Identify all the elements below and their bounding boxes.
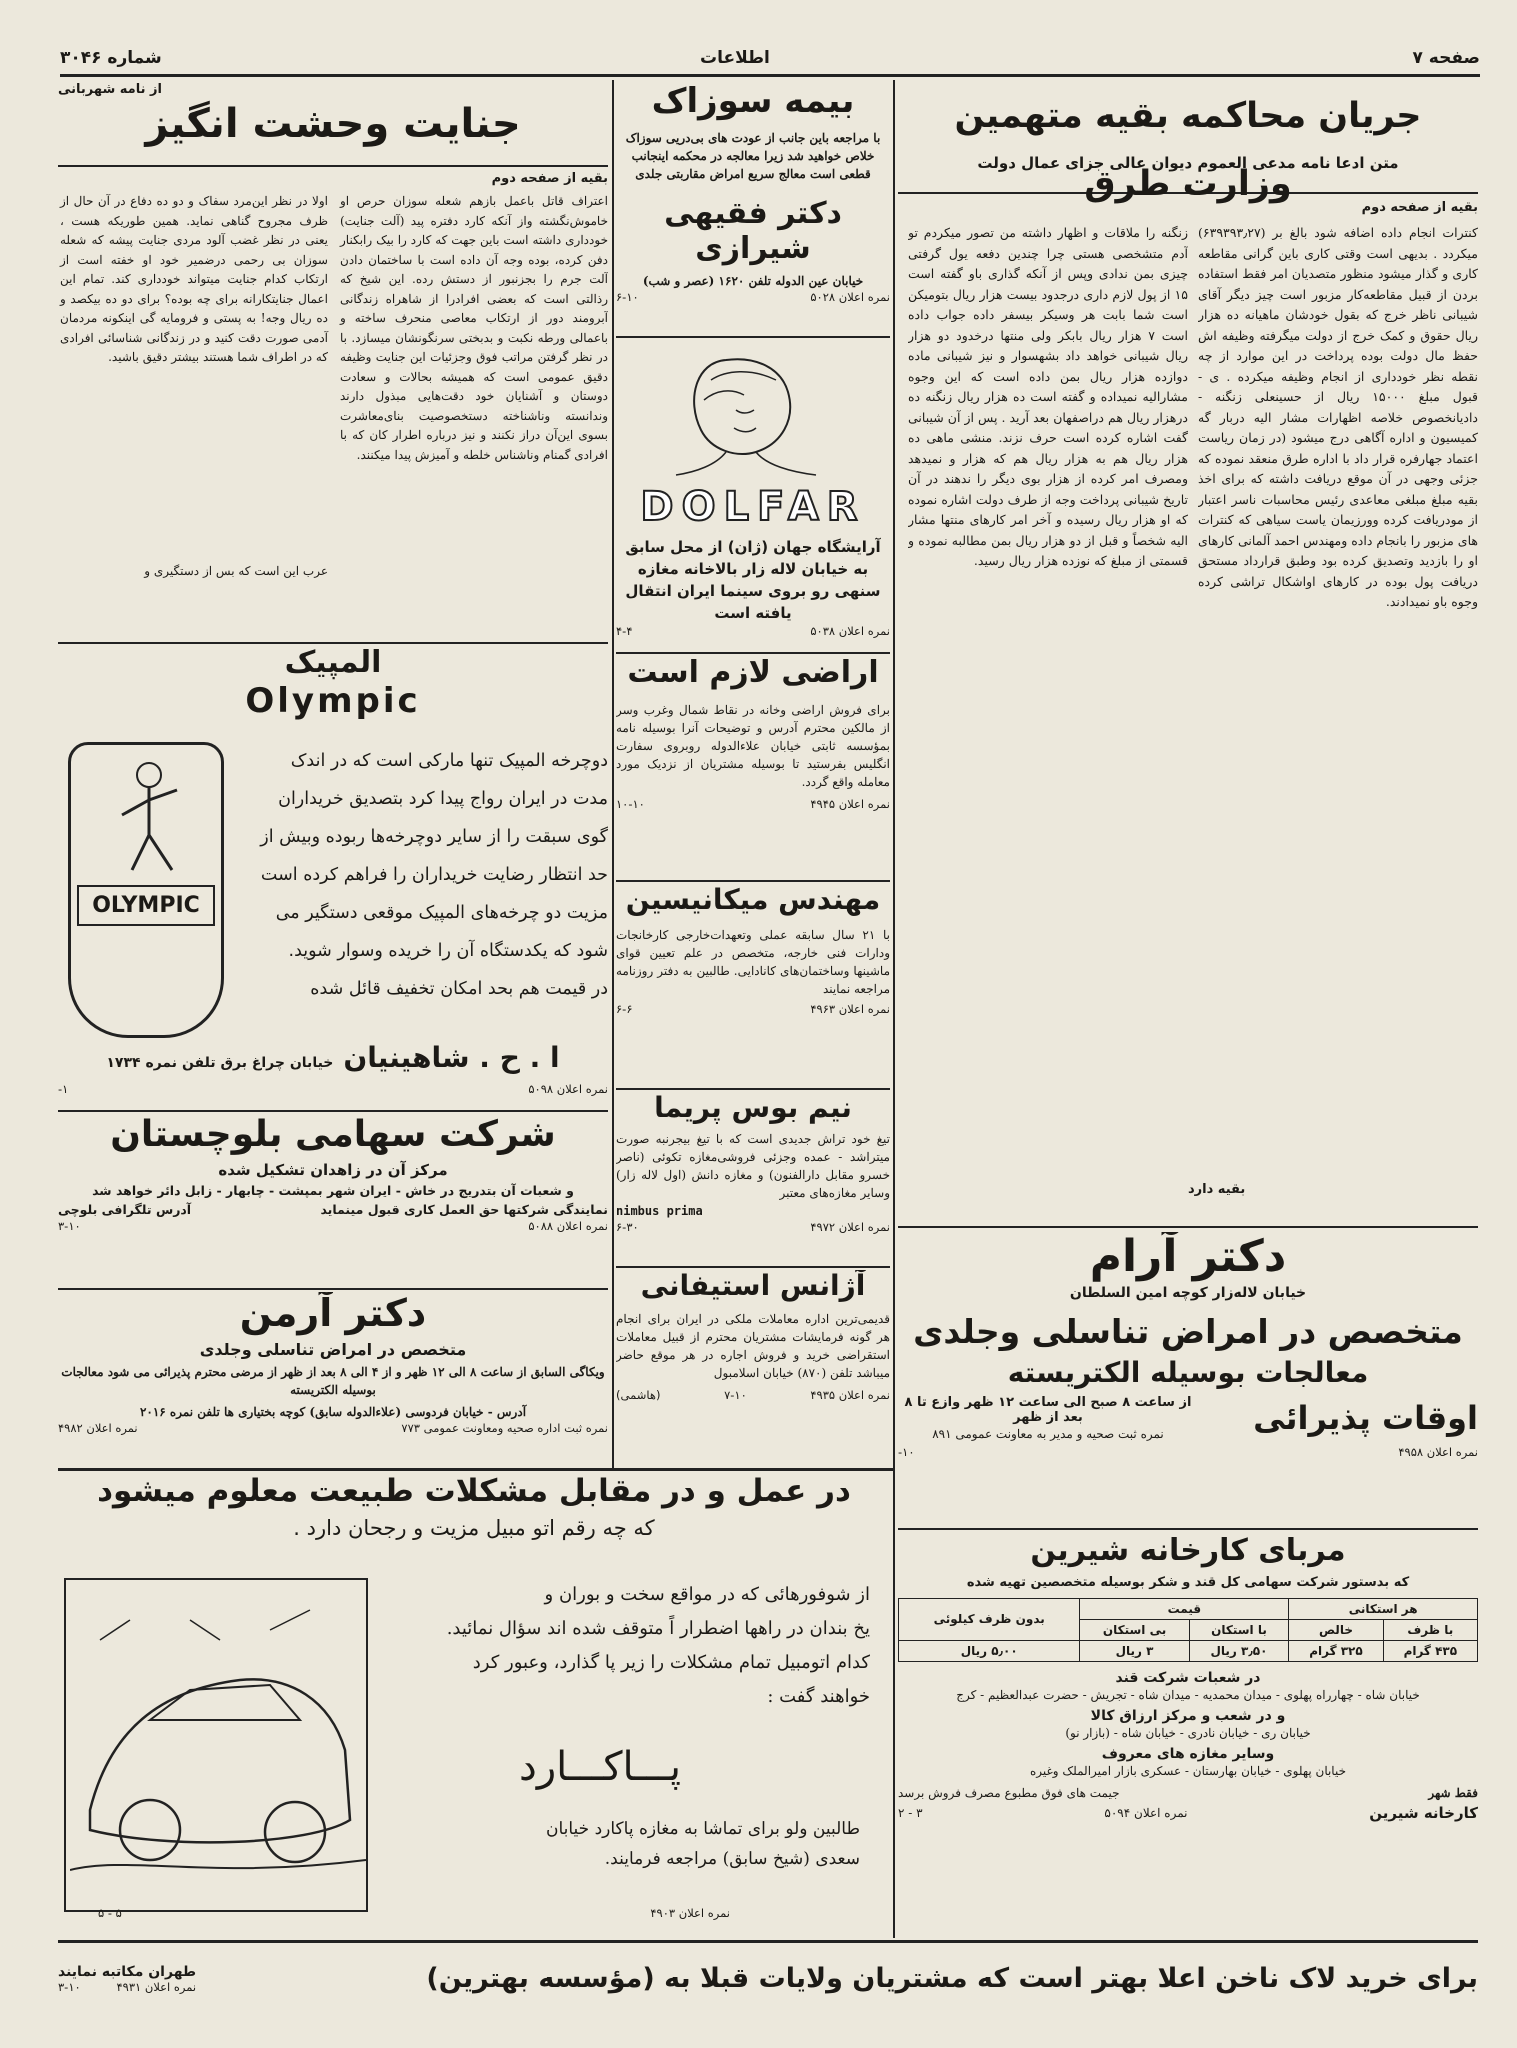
olympic-line-5: مزیت دو چرخه‌های المپیک موقعی دستگیر می (275, 903, 608, 923)
trial-bottom-rule (898, 1226, 1478, 1228)
shirin-date: ۳ - ۲ (898, 1805, 923, 1820)
olympic-address: خیابان چراغ برق تلفن نمره ۱۷۳۴ (106, 1055, 334, 1071)
aram-line1: متخصص در امراض تناسلی وجلدی (913, 1311, 1463, 1351)
crime-bottom-rule (58, 642, 608, 644)
crime-foot: عرب این است که بس از دستگیری و (144, 564, 328, 578)
crime-source: از نامه شهربانی (58, 82, 162, 97)
nail-date: ۳-۱۰ (58, 1980, 81, 1994)
baluch-rule (58, 1288, 608, 1290)
shirin-val-net: ۳۲۵ گرام (1289, 1640, 1383, 1661)
shirin-depot-title: و در شعب و مرکز ارزاق کالا (1090, 1707, 1286, 1724)
crime-col-left: اولا در نظر این‌مرد سفاک و دو ده دفاع در آن حال از ظرف مجروح گناهی نماید. همین طوریکه هست ، یعنی در نظر غضب آلود مردی جنایت پیشه که شعله سوزان بی رحمی درضمیر خود او خفته است از ارتکاب کدام جنایت میتواند خودداری کند. تمام این اعمال جنایتکارانه برای چه بوده؟ برای دو ده بیکصد و ده ریال وجه! به پستی و فرومایه گی اینکونه مردمان آدمی صورت دقت کنید و در زندگانی شناسائی افرادی که در اطراف شما هستند بیشتر دقیق باشید. (60, 194, 328, 364)
shirin-stores-title: وسایر مغازه های معروف (1101, 1745, 1275, 1762)
dolfar-rule (616, 652, 890, 654)
shirin-ad (898, 1534, 1478, 1932)
dolfar-ad (616, 340, 890, 648)
packard-sub: که چه رقم اتو مبیل مزیت و رجحان دارد . (293, 1515, 655, 1540)
aram-title: دکتر آرام (1089, 1232, 1287, 1282)
insurance-title: بیمه سوزاک (651, 82, 855, 121)
mechanic-rule (616, 1088, 890, 1090)
packard-body-3: کدام اتومبیل تمام مشکلات را زیر پا گذارد، وعبور کرد (472, 1652, 870, 1673)
agency-phone-note: (هاشمی) (616, 1388, 661, 1403)
col-rule-2 (612, 80, 614, 1470)
shirin-header-glass: هر استکانی (1289, 1598, 1478, 1619)
armen-text: ویکاگی السابق از ساعت ۸ الی ۱۲ ظهر و از ۴ الی ۸ بعد از ظهر از مرضی محترم پذیرائی می شود معالجات بوسیله الکتریسته (61, 1364, 605, 1397)
shirin-ad-no: نمره اعلان ۵۰۹۴ (1104, 1805, 1188, 1820)
aram-bottom-rule (898, 1528, 1478, 1530)
aram-reg: نمره ثبت صحیه و مدیر به معاونت عمومی ۸۹۱ (932, 1426, 1164, 1441)
nimbus-ad (616, 1092, 890, 1262)
car-illustration-frame (64, 1578, 368, 1912)
crime-title: جنایت وحشت انگیز (145, 101, 521, 147)
packard-body-4: خواهند گفت : (767, 1686, 870, 1707)
armen-spec: متخصص در امراض تناسلی وجلدی (199, 1339, 467, 1359)
olympic-line-4: حد انتظار رضایت خریداران را فراهم کرده است (260, 865, 608, 885)
trial-cont-note: بقیه دارد (1188, 1182, 1246, 1197)
mechanic-text: با ۲۱ سال سابقه عملی وتعهدات‌خارجی کارخانجات ودارات فنی خارجه، متخصص در علم تعیین قوای ماشینها وساختمان‌های کانادایی. طالبین به دفتر روزنامه مراجعه نمایند (616, 928, 890, 997)
mechanic-date: ۶-۶ (616, 1002, 633, 1017)
masthead (60, 48, 1480, 74)
packard-dealer2: سعدی (شیخ سابق) مراجعه فرمایند. (604, 1849, 860, 1869)
olympic-seller: ا . ح . شاهینیان (343, 1041, 560, 1074)
nimbus-rule (616, 1266, 890, 1268)
nimbus-ad-no: نمره اعلان ۴۹۷۲ (810, 1220, 890, 1235)
packard-brand: پـــاکـــارد (519, 1744, 681, 1790)
paper-name: اطلاعات (700, 48, 770, 68)
olympic-ad (58, 646, 608, 1106)
packard-dealer: طالبین ولو برای تماشا به مغازه پاکارد خیابان (545, 1819, 860, 1839)
olympic-line-2: مدت در ایران رواج پیدا کرد بتصدیق خریداران (278, 789, 608, 809)
land-date: ۱۰-۱۰ (616, 796, 645, 811)
shirin-price-table (898, 1598, 1478, 1662)
issue-number: شماره ۳۰۴۶ (60, 48, 162, 68)
baluch-ad-no: نمره اعلان ۵۰۸۸ (528, 1219, 608, 1234)
insurance-text: با مراجعه باین جانب از عودت های بی‌دریی سوزاک خلاص خواهید شد زیرا معالجه در محکمه اینجانب قطعی است معالج سریع امراض مقاربتی جلدی (625, 131, 881, 182)
shirin-col-noglass: بی استکان (1080, 1619, 1189, 1640)
crime-cont: بقیه از صفحه دوم (491, 171, 608, 186)
insurance-address: خیابان عین الدوله تلفن ۱۶۲۰ (عصر و شب) (642, 274, 864, 289)
packard-date-left: ۵ - ۵ (98, 1906, 122, 1920)
shirin-col-kilo: بدون ظرف کیلوئی (899, 1598, 1080, 1640)
olympic-line-3: گوی سبقت را از سایر دوچرخه‌ها ربوده وبیش از (260, 827, 608, 847)
aram-address: خیابان لاله‌زار کوچه امین السلطان (1069, 1284, 1307, 1301)
land-ad-no: نمره اعلان ۴۹۴۵ (810, 796, 890, 811)
crime-col-right: اعتراف قاتل باعمل بازهم شعله سوزان حرص او خاموش‌نگشته واز آنکه کارد دفتره پید (آلت جنایت) خودداری داشته است باین جهت که کارد را بیک رابکنار دفن کرده، بوده وجه آن داده است با ساختمان دادن آلت جرم را بجزنبور از دستش رده. این شیخ که رذالتی است که بعضی افرادرا از شاهراه زندگانی آبرومند دور از ارتکاب معاصی منحرف ساخته و باعمالی ورطه نکبت و بدبختی سرنگونشان میسازد. با در نظر گرفتن مراتب فوق وجزئیات این جنایت وظیفه دقیق عمومی است که همیشه بحالات و سعادت دوستان و آشنایان خود دقت‌هایی مبذول دارند وندانسته وناشناخته دستخصوصیت بنای‌معاشرت بسوی این‌آن دراز نکنند و نیز درباره اطرار کان که با افرادی گمنام وناشناس خلطه و آمیزش پیدا میکنند. (340, 194, 608, 462)
nimbus-title: نیم بوس پریما (654, 1092, 852, 1124)
shirin-stores: خیابان پهلوی - خیابان بهارستان - عسکری بازار امیرالملک وغیره (1029, 1763, 1347, 1778)
baluch-address: آدرس تلگرافی بلوچی (58, 1202, 192, 1218)
agency-ad (616, 1270, 890, 1466)
shirin-depot: خیابان ری - خیابان نادری - خیابان شاه - (بازار نو) (1065, 1725, 1311, 1740)
trial-col-left: زنگنه را ملاقات و اظهار داشته من تصور میکردم تو آدم متشخصی هستی چرا چندین دفعه یول گرفتی چیزی بمن ندادی وپس از آنکه گذاری باو گفته است ۱۵ از پول لازم داری درجدود بیست هزار ریال بتومیکن است شما بابت هر وسیکر بیسفر داده جواب داده است ۷ هزار ریال بابکر ولی منتها درخدود دو هزار ریال شیبانی خواهد داد بشهسوار و نیز شیبانی ماده دوازده هزار ریال بمن داده است که این وجوه مشارالیه نمیداده و گفته است ده هزار ریال زنگنه ده درهزار ریال هم دراصفهان بعد آرید . پس از آن شیبانی گفت اشاره کرده است حرف نزند. منشی ماهی ده هزار ریال هم به هزار ریال هم که هزار و نمیدهد ومصرف امر کرده از هزار بوی دیگر را ندهند در آن تاریخ شیبانی پرداخت وجه از طرف دولت اشاره نموده که او هزار ریال رسیده و آخر امر کارهای منتها مشار الیه شخصاً و قبل از دو هزار ریال بمن مطالبه نموده و قسمتی از مبلغ که نوزده هزار ریال رسید. (908, 225, 1188, 568)
nimbus-text: تیغ خود تراش جدیدی است که با تیغ بیجرنبه صورت میتراشد - عمده وجزئی فروشی‌مغازه تکوئی (ناصر خسرو مقابل دارالفنون) و مغازه دانش (اول لاله زار) وسایر مغازه‌های معتبر (616, 1132, 890, 1201)
packard-right-rule (893, 1468, 895, 1938)
dolfar-ad-no: نمره اعلان ۵۰۳۸ (810, 624, 890, 638)
insurance-ad (616, 82, 890, 332)
baluch-ad (58, 1114, 608, 1284)
nimbus-date: ۶-۳۰ (616, 1220, 639, 1235)
shirin-line1: که بدستور شرکت سهامی کل قند و شکر بوسیله متخصصین تهیه شده (966, 1574, 1410, 1590)
land-rule (616, 880, 890, 882)
agency-ad-no: نمره اعلان ۴۹۳۵ (810, 1388, 890, 1403)
armen-ad (58, 1292, 608, 1464)
mechanic-ad-no: نمره اعلان ۴۹۶۳ (810, 1002, 890, 1017)
baluch-title: شرکت سهامی بلوچستان (110, 1114, 556, 1155)
packard-ad-no: نمره اعلان ۴۹۰۳ (650, 1906, 730, 1920)
baluch-line2: و شعبات آن بتدریج در خاش - ایران شهر بمپشت - چابهار - زابل دائر خواهد شد (92, 1183, 574, 1199)
page-number: صفحه ۷ (1412, 48, 1480, 68)
shirin-col-withglass: با استکان (1189, 1619, 1289, 1640)
land-text: برای فروش اراضی وخانه در نقاط شمال وغرب وسر از مالکین محترم آدرس و توضیحات آنرا بوسیله نامه بمؤسسه ثابتی خیابان علاءالدوله روبروی سفارت انگلیس بفرستید تا بوسیله مشتریان از نزدیک مورد معامله واقع گردد. (616, 702, 890, 789)
olympic-badge-frame (68, 742, 224, 1038)
shirin-col-withjar: با ظرف (1383, 1619, 1477, 1640)
olympic-rule (58, 1110, 608, 1112)
aram-hours: از ساعت ۸ صبح الی ساعت ۱۲ ظهر وازع تا ۸ بعد از ظهر (904, 1394, 1192, 1425)
agency-date: ۷-۱۰ (724, 1388, 747, 1403)
aram-ad-no: نمره اعلان ۴۹۵۸ (1398, 1444, 1478, 1459)
packard-ad (58, 1474, 890, 1936)
aram-line3: اوقات پذیرائی (1253, 1399, 1478, 1438)
shirin-header-price: قیمت (1080, 1598, 1289, 1619)
armen-phone2: نمره ثبت اداره صحیه ومعاونت عمومی ۷۷۳ (401, 1420, 608, 1435)
car-in-snow-illustration (70, 1580, 366, 1906)
shirin-title: مربای کارخانه شیرین (1030, 1534, 1346, 1568)
shirin-shops: خیابان شاه - چهارراه پهلوی - میدان محمدیه - میدان شاه - تجریش - حضرت عبدالعظیم - کرج (956, 1687, 1420, 1702)
armen-address: آدرس - خیابان فردوسی (علاءالدوله سابق) کوچه بختیاری ها تلفن نمره ۲۰۱۶ (139, 1404, 527, 1419)
nimbus-brand: nimbus prima (616, 1204, 703, 1219)
insurance-rule (616, 336, 890, 338)
shirin-val-withjar: ۴۳۵ گرام (1383, 1640, 1477, 1661)
olympic-badge-text: OLYMPIC (77, 885, 215, 926)
crime-rule (58, 165, 608, 167)
nail-ad-no: نمره اعلان ۴۹۳۱ (116, 1980, 197, 1994)
masthead-rule (60, 74, 1480, 77)
shirin-val-withglass: ۳٫۵۰ ریال (1189, 1640, 1289, 1661)
shirin-factory: کارخانه شیرین (1369, 1803, 1478, 1822)
armen-title: دکتر آرمن (239, 1292, 427, 1335)
packard-headline: در عمل و در مقابل مشکلات طبیعت معلوم میشود (97, 1474, 851, 1509)
agency-text: قدیمی‌ترین اداره معاملات ملکی در ایران برای انجام هر گونه فرمایشات مشتریان محترم از قبیل معاملات استقراضی خرید و فروش اجاره در هر موقع حاضر میباشد تلفن (۸۷۰) خیابان اسلامبول (616, 1312, 890, 1381)
woman-portrait-illustration (616, 340, 890, 480)
nail-tail: طهران مکاتبه نمایند (58, 1964, 197, 1980)
armen-ad-no: نمره اعلان ۴۹۸۲ (58, 1420, 138, 1435)
olympic-name-en: Olympic (245, 680, 421, 721)
olympic-line-6: شود که یکدستگاه آن را خریده وسوار شوید. (288, 941, 608, 961)
olympic-ad-no: نمره اعلان ۵۰۹۸ (528, 1082, 608, 1096)
trial-cont: بقیه از صفحه دوم (1361, 200, 1478, 215)
aram-line2: معالجات بوسیله الکتریسته (1007, 1355, 1369, 1389)
olympic-date: ۱- (58, 1082, 69, 1096)
baluch-date: ۳-۱۰ (58, 1219, 81, 1234)
insurance-doctor: دکتر فقیهی شیرازی (664, 196, 842, 266)
shirin-footnote: جیمت های فوق مطبوع مصرف فروش برسد (898, 1785, 1120, 1800)
packard-body-1: از شوفورهائی که در مواقع سخت و بوران و (544, 1584, 870, 1605)
shirin-note2: فقط شهر (1428, 1785, 1478, 1800)
trial-subtitle: متن ادعا نامه مدعی العموم دیوان عالی جزای عمال دولت (977, 154, 1399, 172)
nail-text: برای خرید لاک ناخن اعلا بهتر است که مشتریان ولایات قبلا به (مؤسسه بهترین) (426, 1963, 1478, 1995)
dolfar-logo: DOLFAR (640, 484, 866, 530)
land-title: اراضی لازم است (627, 656, 879, 690)
shirin-shops-title: در شعبات شرکت قند (1115, 1669, 1261, 1686)
mechanic-title: مهندس میکانیسین (625, 884, 881, 916)
olympic-name-fa: المپیک (284, 646, 382, 680)
aram-date: ۱۰- (898, 1444, 915, 1459)
crime-article (58, 82, 608, 642)
dolfar-date: ۴-۴ (616, 624, 633, 638)
baluch-line1: مرکز آن در زاهدان تشکیل شده (218, 1161, 448, 1180)
insurance-ad-no: نمره اعلان ۵۰۲۸ (810, 290, 890, 305)
land-ad (616, 656, 890, 876)
nail-polish-ad (58, 1946, 1478, 2012)
shirin-col-net: خالص (1289, 1619, 1383, 1640)
baluch-line3: نمایندگی شرکتها حق العمل کاری قبول مینماید (320, 1202, 608, 1218)
bottom-rule (58, 1940, 1478, 1943)
athlete-figure-illustration (77, 745, 221, 885)
olympic-line-7: در قیمت هم بحد امکان تخفیف قائل شده (310, 979, 608, 999)
lower-section-rule (58, 1468, 893, 1471)
olympic-line-1: دوچرخه المپیک تنها مارکی است که در اندک (290, 751, 608, 771)
aram-ad (898, 1232, 1478, 1524)
mechanic-ad (616, 884, 890, 1084)
trial-article (898, 82, 1478, 1222)
dolfar-text: آرایشگاه جهان (ژان) از محل سابق به خیابان لاله زار بالاخانه مغازه سنهی رو بروی سینما ایران انتقال یافته است (625, 538, 881, 622)
col-rule-1 (893, 80, 895, 1470)
shirin-val-kilo: ۵٫۰۰ ریال (899, 1640, 1080, 1661)
insurance-date: ۶-۱۰ (616, 290, 639, 305)
trial-title: جریان محاکمه بقیه متهمین وزارت طرق (954, 96, 1422, 204)
packard-body-2: یخ بندان در راهها اضطرار اً متوقف شده اند سؤال نمائید. (446, 1618, 870, 1639)
trial-col-right: کنترات انجام داده اضافه شود بالغ بر (۶۳۹۳۹۳٫۲۷) میکردد . بدیهی است وقتی کاری باین گرانی مقاطعه کاری و گذار میشود منظور متصدیان امر فقط استفاده بردن از قبیل مقاطعه‌کار مزبور است چیز دیگر آقای شیبانی ناظر خرج که بقول خودشان ماهیانه ده هزار ریال حقوق و کمک خرج از دولت میگرفته وظیفه اش حفظ مال دولت بوده پرداخت در این موارد از چه نقطه نظر خودداری از انجام وظیفه میکرده . ی - قبول مبلغ ۱۵۰۰۰ ریال از حسینعلی زنگنه - دادیانخصوص خلاصه اظهارات مشار الیه دربار گه کمیسیون و اداره آگاهی درج میشود (در زمان ریاست اعتماد جهارفره قرار داد با اداره طرق منعقد نموده که جزئی وجهی در آن موقع دریافت داشته که برای اخذ بقیه مبلغ مبلغی معاعدی رئیس محاسبات ناسر اعتبار از مودریافت کرده وورزیمان یاست سیاهی که کنترات های مزبور را بانجام داده ومهندس احمد آلمانی کارهای او را بازدید وتصدیق کرده بود وطبق قرارداد مستحق دریافت پول بوده در کارهای اواشکال تراشی کرده وجوه باو نمیدادند. (1198, 225, 1478, 609)
shirin-val-noglass: ۳ ریال (1080, 1640, 1189, 1661)
agency-title: آژانس استیفانی (640, 1270, 866, 1302)
